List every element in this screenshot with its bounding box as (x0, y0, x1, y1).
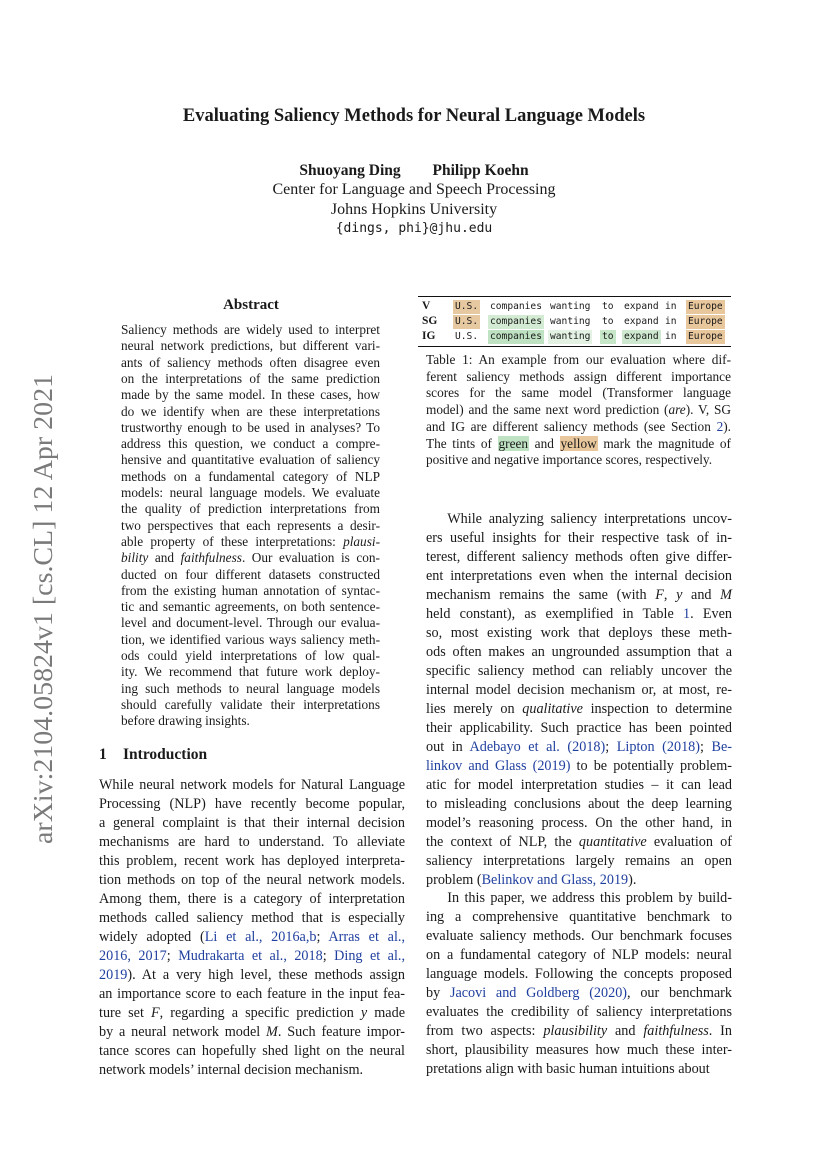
token-cell: to (602, 316, 614, 327)
text-run: terest, different saliency methods often give differ- (426, 549, 732, 565)
text-run: models: neural language models. We evaluate (121, 485, 380, 500)
text-line (426, 814, 732, 833)
text-line (426, 1003, 732, 1022)
text-line (426, 965, 732, 984)
text-run: Among them, there is a category of interpretation (99, 891, 405, 907)
text-line (121, 355, 380, 371)
author-email: {dings, phi}@jhu.edu (335, 221, 493, 236)
text-line (426, 757, 732, 776)
text-line (426, 402, 731, 419)
text-line (426, 1060, 732, 1079)
citation-link[interactable]: Ding et al., (334, 948, 406, 964)
text-run: ants of saliency methods often disagree even (121, 354, 380, 370)
text-run: problem ( (426, 872, 482, 888)
author-name: Shuoyang Ding (299, 162, 401, 179)
token-cell: companies (490, 316, 542, 327)
arxiv-side-stamp (22, 370, 62, 850)
token-cell: in (665, 316, 677, 327)
text-run: methods on a fundamental category of NLP (121, 468, 380, 484)
text-line (121, 713, 380, 729)
text-run: language models. Following the concepts proposed (426, 966, 732, 982)
text-run: ods could yield interpretations of low qual- (121, 648, 380, 663)
token-cell: U.S. (455, 301, 479, 312)
text-line (121, 550, 380, 566)
token-cell: in (665, 301, 677, 312)
text-run: While analyzing saliency interpretations uncov- (426, 511, 732, 527)
table-bottom-rule (418, 346, 731, 347)
text-run: saliency interpretations largely remains an open (426, 853, 732, 869)
text-run: widely adopted ( (99, 929, 205, 945)
text-run: by (426, 985, 450, 1001)
text-run: scores for the same model (Transformer language (426, 385, 731, 401)
text-line (99, 833, 405, 852)
text-run: . Our evaluation is con- (241, 550, 380, 566)
text-run: ; (699, 739, 712, 755)
text-line (426, 605, 732, 624)
author-name: Philipp Koehn (432, 162, 529, 179)
text-line (426, 776, 732, 795)
italic-text: y (360, 1005, 368, 1021)
text-line (99, 852, 405, 871)
text-run: specific saliency method can reliably uncover the (426, 663, 732, 679)
arxiv-stamp-text: arXiv:2104.05824v1 [cs.CL] 12 Apr 2021 (28, 389, 58, 844)
text-line (121, 452, 380, 468)
text-line (426, 908, 732, 927)
text-run: methods called saliency method that is especially (99, 910, 405, 926)
text-line (426, 624, 732, 643)
text-run: Table 1: An example from our evaluation where dif- (426, 352, 731, 367)
text-run: model’s reasoning process. On the other hand, in (426, 815, 732, 831)
text-line (121, 599, 380, 615)
text-line (426, 662, 732, 681)
text-run: . Such feature impor- (277, 1024, 405, 1040)
text-line (426, 369, 731, 386)
section-title: Introduction (123, 746, 208, 763)
text-run: tic and semantic agreements, on both sentence- (121, 599, 380, 615)
text-line (426, 352, 731, 369)
text-run: an importance score to each feature in the input fea- (99, 986, 405, 1002)
text-line (99, 966, 405, 985)
text-run: from two aspects: (426, 1023, 544, 1039)
text-line (426, 700, 732, 719)
text-line (99, 909, 405, 928)
token-cell: expand (624, 301, 659, 312)
text-run: so, most existing work that deploys these meth- (426, 625, 732, 641)
token-cell: expand (624, 316, 659, 327)
text-run: neural network predictions, but different vari- (121, 338, 380, 354)
text-line (426, 452, 731, 469)
token-cell: U.S. (455, 316, 479, 327)
text-line (99, 814, 405, 833)
text-line (99, 890, 405, 909)
text-line (99, 947, 405, 966)
text-run: While neural network models for Natural Language (99, 777, 405, 793)
text-line (426, 871, 732, 890)
text-run: on a fundamental category of NLP models: neural (426, 947, 732, 963)
token-cell: to (602, 301, 614, 312)
text-run: ; (605, 739, 617, 755)
abstract-heading: Abstract (223, 297, 279, 313)
method-label: IG (422, 330, 436, 342)
text-line (99, 871, 405, 890)
text-run: mark the magnitude of (597, 435, 731, 451)
citation-link[interactable]: Jacovi and Goldberg (2020) (449, 985, 628, 1001)
text-line (426, 681, 732, 700)
text-line (426, 643, 732, 662)
text-run: tion, we identified various ways saliency meth- (121, 631, 380, 647)
text-line (121, 420, 380, 436)
text-line (426, 385, 731, 402)
text-run: mechanisms are hard to understand. To alleviate (99, 834, 405, 850)
text-line (121, 404, 380, 420)
text-line (426, 889, 732, 908)
text-run: , our benchmark (627, 985, 732, 1001)
text-run: ers useful insights for their respective task of in- (426, 530, 732, 546)
text-line (99, 1042, 405, 1061)
green-highlight: green (498, 435, 529, 451)
citation-link[interactable]: 2019 (99, 967, 128, 983)
section-heading (99, 746, 207, 764)
text-run: before drawing insights. (121, 713, 250, 729)
table-top-rule (418, 296, 731, 297)
text-run: made (367, 1005, 405, 1021)
italic-text: M (266, 1024, 278, 1040)
text-run: do we identify when are these interpretations (121, 403, 380, 419)
text-run: ). (628, 872, 637, 888)
italic-text: are (668, 402, 686, 418)
text-line (121, 583, 380, 599)
text-run: this problem, recent work has deployed interpreta- (99, 853, 405, 869)
token-cell: Europe (688, 331, 723, 342)
text-run: ods often makes an ungrounded assumption that a (426, 644, 732, 660)
method-label: SG (422, 315, 438, 327)
text-run: ). V, SG (685, 402, 731, 418)
token-cell: wanting (550, 316, 591, 327)
citation-link[interactable]: Mudrakarta et al., 2018 (178, 948, 323, 964)
text-run: held constant), as exemplified in Table (426, 606, 683, 622)
text-run: evaluation of (646, 834, 732, 850)
text-line (121, 567, 380, 583)
text-run: and (148, 550, 181, 566)
citation-link[interactable]: Be- (711, 739, 732, 755)
text-line (426, 1041, 732, 1060)
text-run: able property of these interpretations: (121, 533, 344, 549)
text-line (426, 946, 732, 965)
text-run: inspection to determine (582, 701, 733, 717)
text-run: out in (426, 739, 470, 755)
italic-text: plausi- (343, 533, 380, 549)
text-run: . In (708, 1023, 732, 1039)
text-run: , regarding a specific prediction (159, 1005, 361, 1021)
text-run: ). (723, 418, 731, 434)
text-run: to misleading conclusions about the deep learning (426, 796, 732, 812)
text-run: atic for model interpretation studies – it can lead (426, 777, 732, 793)
text-line (426, 738, 732, 757)
text-run: a general complaint is that their internal decision (99, 815, 405, 831)
text-run: model) and the same next word prediction ( (426, 402, 669, 418)
text-line (121, 371, 380, 387)
text-run: . Even (690, 606, 732, 622)
text-run: on the interpretations of the same prediction (121, 370, 380, 386)
text-line (121, 469, 380, 485)
citation-link[interactable]: Adebayo et al. (2018) (469, 739, 606, 755)
text-line (426, 833, 732, 852)
text-run: ; (166, 948, 179, 964)
text-run: ture set (99, 1005, 151, 1021)
text-run: level and document-level. Through our evalua- (121, 615, 380, 631)
text-line (426, 984, 732, 1003)
text-run: two perspectives that each represents a desir- (121, 517, 380, 533)
text-run: ducted on four different datasets constructed (121, 566, 380, 582)
text-run: lies merely on (426, 701, 523, 717)
text-line (121, 485, 380, 501)
italic-text: plausibility (543, 1023, 608, 1039)
text-line (426, 529, 732, 548)
italic-text: F (655, 587, 664, 603)
text-run: from the existing human annotation of syntac- (121, 582, 380, 598)
text-run: ; (322, 948, 335, 964)
text-line (121, 632, 380, 648)
token-cell: expand (624, 331, 659, 342)
text-line (121, 681, 380, 697)
text-run: mechanism remains the same (with (426, 587, 656, 603)
text-run: ing such methods to neural language models (121, 680, 380, 696)
token-cell: companies (490, 331, 542, 342)
text-run: ity. We recommend that future work deploy- (121, 664, 380, 680)
text-run: and (682, 587, 721, 603)
text-run: The tints of (426, 435, 498, 451)
italic-text: F (150, 1005, 160, 1021)
table-row (418, 315, 731, 330)
text-line (99, 985, 405, 1004)
method-label: V (422, 300, 431, 312)
text-run: address this question, we conduct a compre- (121, 436, 380, 452)
paper-title: Evaluating Saliency Methods for Neural Language Models (182, 106, 646, 126)
text-run: the context of NLP, the (426, 834, 579, 850)
italic-text: y (676, 587, 683, 603)
text-run: , (663, 587, 677, 603)
text-run: by a neural network model (99, 1024, 267, 1040)
text-line (426, 510, 732, 529)
text-line (426, 719, 732, 738)
text-line (121, 697, 380, 713)
arxiv-stamp-svg (22, 370, 62, 850)
text-line (121, 648, 380, 664)
text-line (121, 615, 380, 631)
text-line (426, 1022, 732, 1041)
author-list (0, 162, 828, 180)
text-run: the quality of prediction interpretations from (121, 501, 380, 517)
text-line (99, 1004, 405, 1023)
italic-text: faithfulness (180, 550, 242, 566)
citation-link[interactable]: Li et al., 2016a,b (204, 929, 317, 945)
text-run: and (607, 1023, 644, 1039)
text-run: In this paper, we address this problem by build- (426, 890, 732, 906)
citation-link[interactable]: Belinkov and Glass, 2019 (481, 872, 629, 888)
text-run: short, plausibility measures how much these inter- (426, 1042, 732, 1058)
citation-link[interactable]: 2016, 2017 (99, 948, 167, 964)
token-cell: U.S. (455, 331, 479, 342)
citation-link[interactable]: 1 (682, 606, 691, 622)
text-run: Processing (NLP) have recently become popular, (99, 796, 405, 812)
text-run: and (529, 435, 560, 451)
text-line (426, 927, 732, 946)
token-cell: in (665, 331, 677, 342)
text-line (121, 387, 380, 403)
token-cell: to (602, 331, 614, 342)
text-line (426, 586, 732, 605)
section-number: 1 (99, 746, 107, 763)
yellow-highlight: yellow (560, 435, 597, 451)
text-line (99, 928, 405, 947)
text-run: hensive and quantitative evaluation of saliency (121, 452, 380, 468)
text-line (121, 501, 380, 517)
token-cell: companies (490, 301, 542, 312)
text-line (426, 852, 732, 871)
affiliation-line: Center for Language and Speech Processing (272, 181, 556, 198)
text-run: to be potentially problem- (570, 758, 732, 774)
text-run: internal model decision mechanism or, at most, re- (426, 682, 732, 698)
text-line (426, 548, 732, 567)
citation-link[interactable]: 2 (716, 418, 724, 434)
text-run: should carefully validate their interpretations (121, 696, 380, 712)
text-run: tion methods on top of the neural network models. (99, 872, 405, 888)
text-line (99, 795, 405, 814)
text-run: evaluate saliency methods. Our benchmark focuses (426, 928, 732, 944)
text-run: ; (316, 929, 329, 945)
token-cell: wanting (550, 331, 591, 342)
text-run: their applicability. Such practice has been pointed (426, 720, 732, 736)
token-cell: wanting (550, 301, 591, 312)
italic-text: faithfulness (643, 1023, 709, 1039)
text-line (121, 534, 380, 550)
text-run: tance scores can hopefully shed light on the neural (99, 1043, 405, 1059)
text-line (99, 1061, 405, 1080)
text-run: ent interpretations even when the internal decision (426, 568, 732, 584)
text-line (121, 436, 380, 452)
text-line (426, 419, 731, 436)
text-line (99, 776, 405, 795)
text-line (99, 1023, 405, 1042)
italic-text: quantitative (578, 834, 647, 850)
text-run: ferent saliency methods assign different importance (426, 368, 731, 384)
table-row (418, 330, 731, 345)
text-run: pretations align with basic human intuitions about (426, 1061, 710, 1077)
text-line (426, 567, 732, 586)
text-run: trustworthy enough to be used in analyses? To (121, 419, 380, 435)
text-run: ). At a very high level, these methods assign (127, 967, 405, 983)
text-line (121, 664, 380, 680)
affiliation-line: Johns Hopkins University (330, 201, 498, 218)
text-line (121, 518, 380, 534)
text-line (426, 436, 731, 453)
citation-link[interactable]: linkov and Glass (2019) (426, 758, 571, 774)
text-line (121, 322, 380, 338)
citation-link[interactable]: Arras et al., (328, 929, 406, 945)
italic-text: qualitative (522, 701, 583, 717)
text-run: made by the same model. In these cases, how (121, 387, 380, 403)
token-cell: Europe (688, 316, 723, 327)
text-run: ing a comprehensive quantitative benchmark to (426, 909, 732, 925)
text-run: positive and negative importance scores, respectively. (426, 452, 713, 468)
text-line (121, 338, 380, 354)
text-run: and IG are different saliency methods (see Section (426, 418, 717, 434)
italic-text: M (720, 587, 732, 603)
text-line (426, 795, 732, 814)
table-row (418, 300, 731, 315)
token-cell: Europe (688, 301, 723, 312)
text-run: evaluates the credibility of saliency interpretations (426, 1004, 732, 1020)
text-run: Saliency methods are widely used to interpret (121, 322, 380, 337)
italic-text: bility (121, 550, 149, 566)
citation-link[interactable]: Lipton (2018) (616, 739, 700, 755)
text-run: network models’ internal decision mechanism. (99, 1062, 364, 1078)
